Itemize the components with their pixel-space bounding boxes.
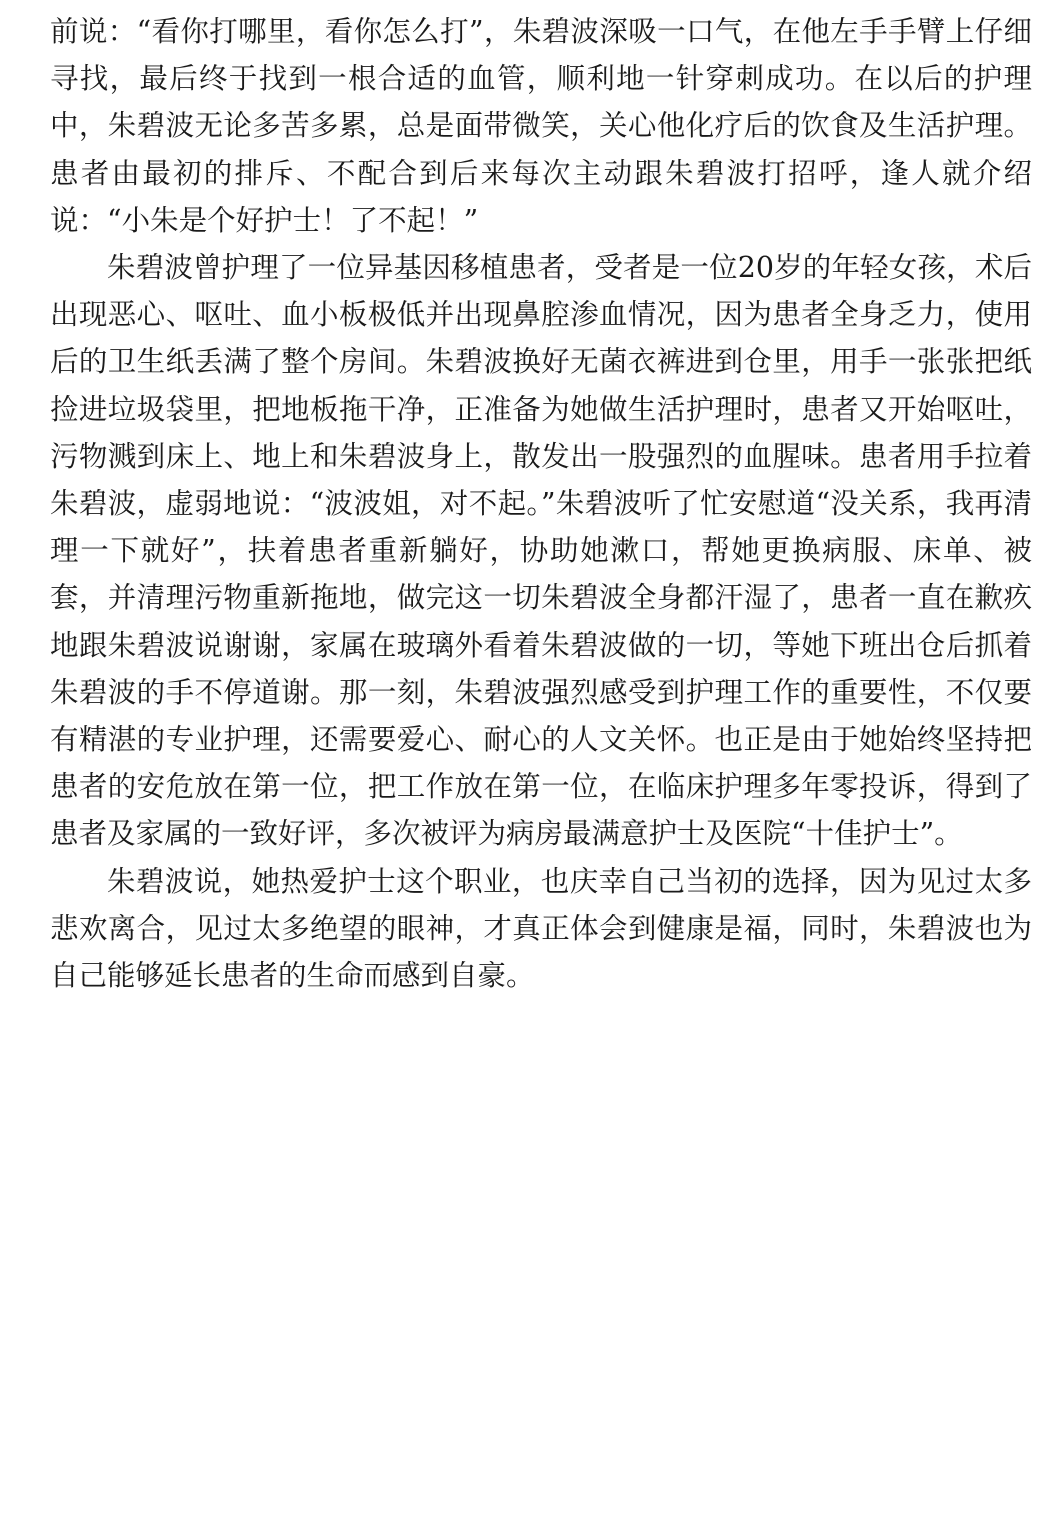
paragraph-2: 朱碧波曾护理了一位异基因移植患者，受者是一位20岁的年轻女孩，术后出现恶心、呕吐、血小板极低并出现鼻腔渗血情况，因为患者全身乏力，使用后的卫生纸丢满了整个房间。朱碧波换好无菌衣裤进到仓里，用手一张张把纸捡进垃圾袋里，把地板拖干净，正准备为她做生活护理时，患者又开始呕吐，污物溅到床上、地上和朱碧波身上，散发出一股强烈的血腥味。患者用手拉着朱碧波，虚弱地说：“波波姐，对不起。”朱碧波听了忙安慰道“没关系，我再清理一下就好”，扶着患者重新躺好，协助她漱口，帮她更换病服、床单、被套，并清理污物重新拖地，做完这一切朱碧波全身都汗湿了，患者一直在歉疚地跟朱碧波说谢谢，家属在玻璃外看着朱碧波做的一切，等她下班出仓后抓着朱碧波的手不停道谢。那一刻，朱碧波强烈感受到护理工作的重要性，不仅要有精湛的专业护理，还需要爱心、耐心的人文关怀。也正是由于她始终坚持把患者的安危放在第一位，把工作放在第一位，在临床护理多年零投诉，得到了患者及家属的一致好评，多次被评为病房最满意护士及医院“十佳护士”。 (50, 251, 1032, 851)
document-body (50, 8, 1032, 999)
paragraph-3: 朱碧波说，她热爱护士这个职业，也庆幸自己当初的选择，因为见过太多悲欢离合，见过太多绝望的眼神，才真正体会到健康是福，同时，朱碧波也为自己能够延长患者的生命而感到自豪。 (50, 864, 1032, 993)
paragraph-1: 前说：“看你打哪里，看你怎么打”，朱碧波深吸一口气，在他左手手臂上仔细寻找，最后终于找到一根合适的血管，顺利地一针穿刺成功。在以后的护理中，朱碧波无论多苦多累，总是面带微笑，关心他化疗后的饮食及生活护理。患者由最初的排斥、不配合到后来每次主动跟朱碧波打招呼，逢人就介绍说：“小朱是个好护士！了不起！” (50, 15, 1032, 237)
